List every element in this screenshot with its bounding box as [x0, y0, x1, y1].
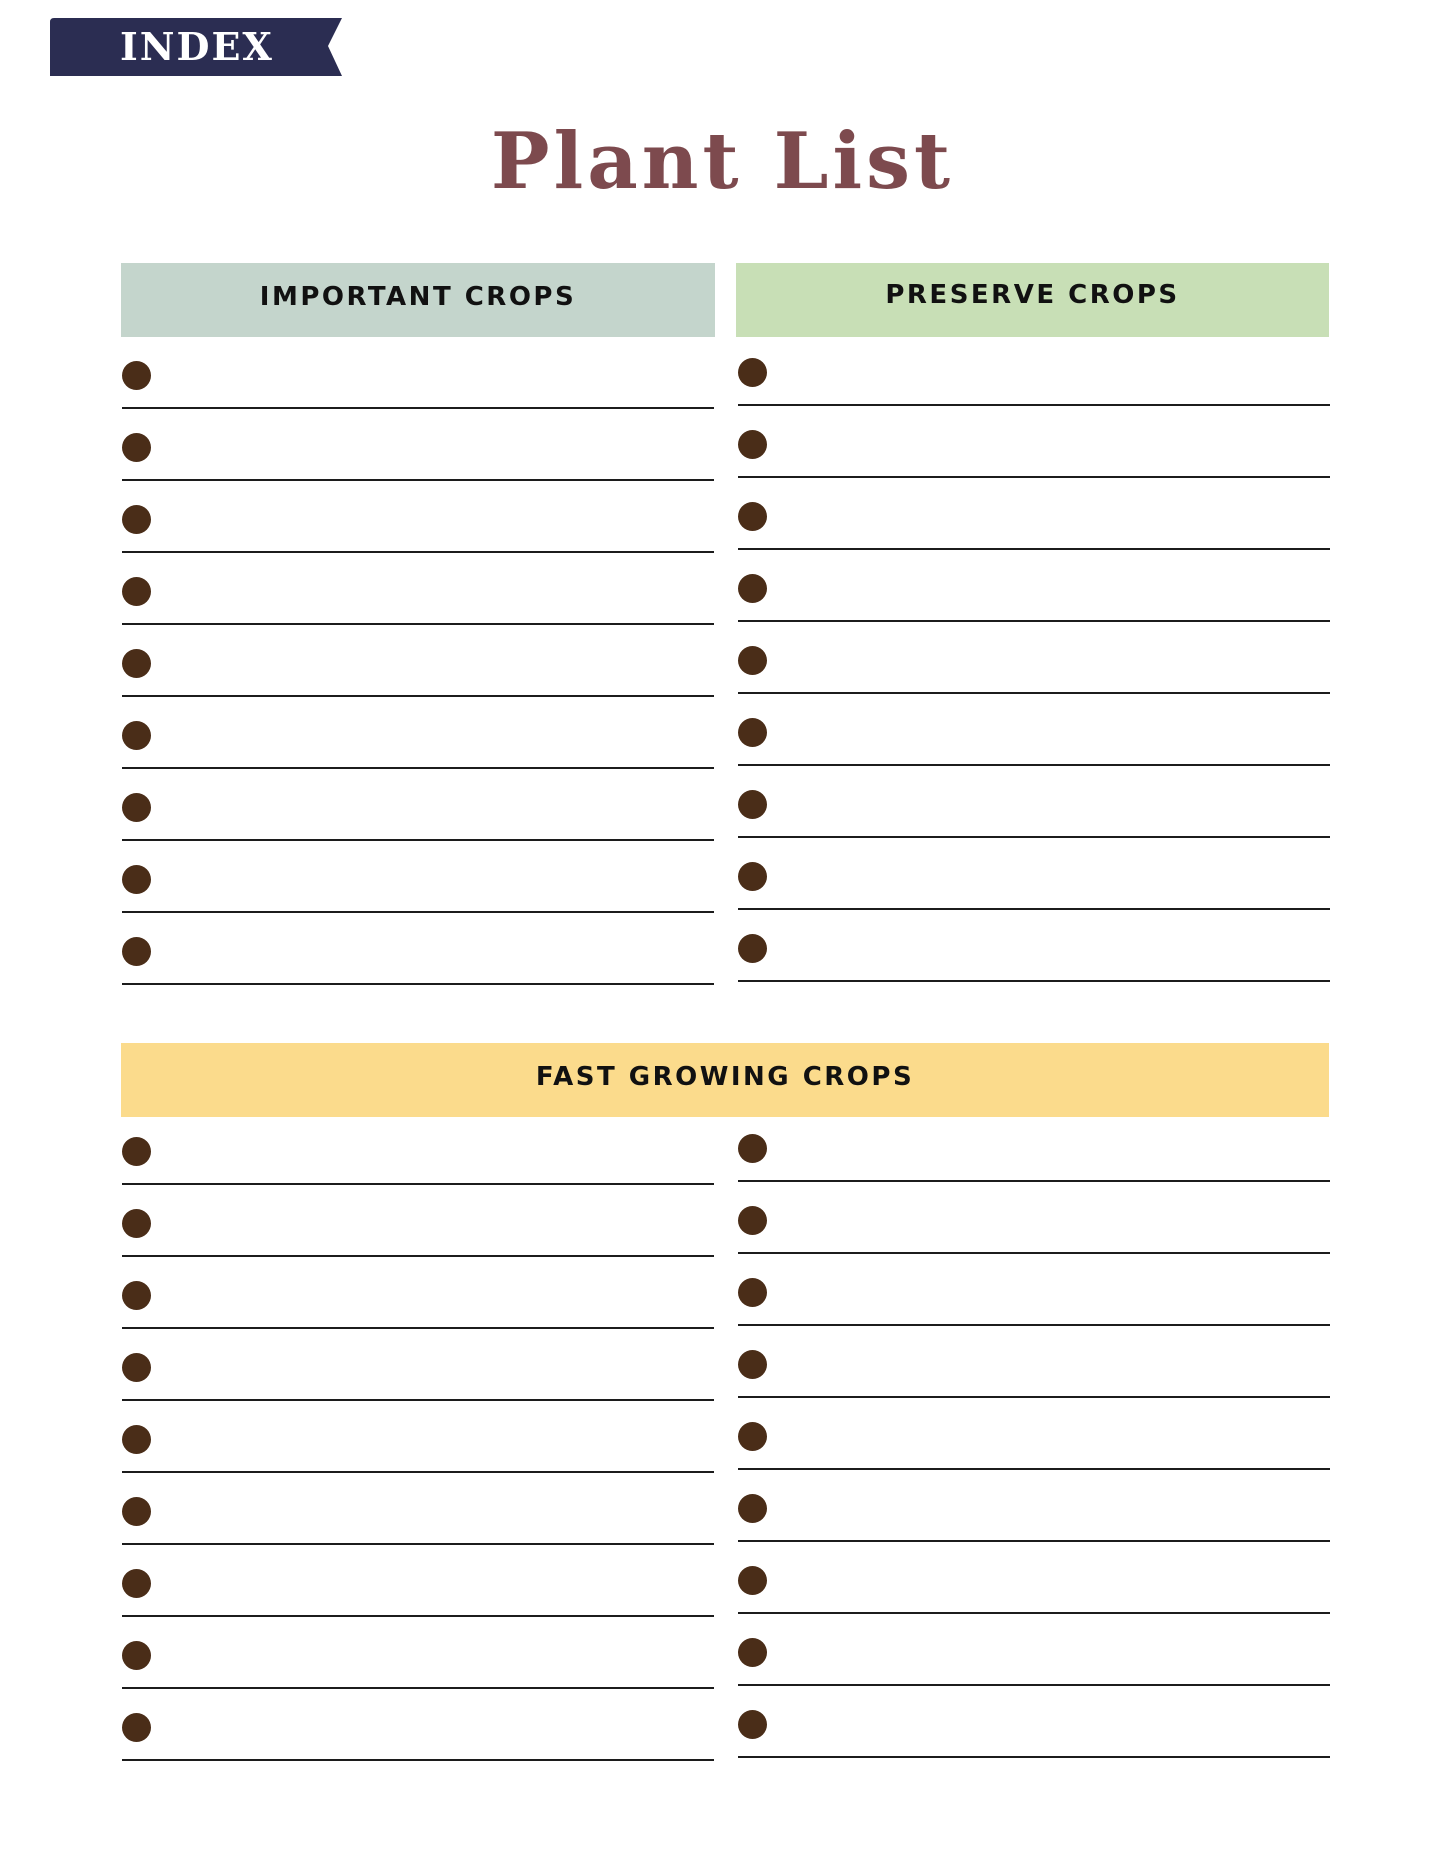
- section-header-fast-growing-crops: [121, 1043, 1329, 1117]
- important-crops-row[interactable]: [122, 697, 714, 769]
- bullet-icon: [738, 862, 767, 891]
- fast-growing-crops-row[interactable]: [738, 1686, 1330, 1758]
- important-crops-row[interactable]: [122, 553, 714, 625]
- preserve-crops-row[interactable]: [738, 550, 1330, 622]
- preserve-crops-row[interactable]: [738, 766, 1330, 838]
- bullet-icon: [738, 1350, 767, 1379]
- important-crops-row[interactable]: [122, 481, 714, 553]
- bullet-icon: [122, 433, 151, 462]
- fast-growing-crops-row[interactable]: [738, 1326, 1330, 1398]
- fast-growing-crops-row[interactable]: [122, 1257, 714, 1329]
- bullet-icon: [738, 646, 767, 675]
- important-crops-list: [122, 337, 714, 985]
- important-crops-row[interactable]: [122, 337, 714, 409]
- bullet-icon: [122, 649, 151, 678]
- section-title-important-crops: IMPORTANT CROPS: [259, 282, 577, 312]
- bullet-icon: [738, 1422, 767, 1451]
- fast-growing-crops-row[interactable]: [738, 1542, 1330, 1614]
- important-crops-row[interactable]: [122, 913, 714, 985]
- bullet-icon: [738, 1206, 767, 1235]
- fast-growing-crops-row[interactable]: [122, 1545, 714, 1617]
- bullet-icon: [122, 1713, 151, 1742]
- fast-growing-crops-row[interactable]: [122, 1689, 714, 1761]
- bullet-icon: [122, 1425, 151, 1454]
- fast-growing-crops-row[interactable]: [122, 1329, 714, 1401]
- bullet-icon: [738, 1134, 767, 1163]
- bullet-icon: [122, 361, 151, 390]
- bullet-icon: [738, 718, 767, 747]
- bullet-icon: [122, 1353, 151, 1382]
- fast-growing-crops-row[interactable]: [122, 1113, 714, 1185]
- preserve-crops-list: [738, 334, 1330, 982]
- important-crops-row[interactable]: [122, 769, 714, 841]
- fast-growing-crops-row[interactable]: [122, 1185, 714, 1257]
- bullet-icon: [738, 1494, 767, 1523]
- fast-growing-crops-list-left: [122, 1113, 714, 1761]
- fast-growing-crops-row[interactable]: [122, 1617, 714, 1689]
- bullet-icon: [122, 577, 151, 606]
- fast-growing-crops-row[interactable]: [738, 1398, 1330, 1470]
- section-title-fast-growing-crops: FAST GROWING CROPS: [535, 1062, 915, 1092]
- preserve-crops-row[interactable]: [738, 622, 1330, 694]
- bullet-icon: [122, 1281, 151, 1310]
- bullet-icon: [738, 1710, 767, 1739]
- bullet-icon: [122, 865, 151, 894]
- preserve-crops-row[interactable]: [738, 406, 1330, 478]
- fast-growing-crops-row[interactable]: [738, 1254, 1330, 1326]
- bullet-icon: [122, 1641, 151, 1670]
- section-title-preserve-crops: PRESERVE CROPS: [885, 280, 1180, 310]
- fast-growing-crops-list-right: [738, 1110, 1330, 1758]
- bullet-icon: [738, 502, 767, 531]
- bullet-icon: [122, 937, 151, 966]
- preserve-crops-row[interactable]: [738, 694, 1330, 766]
- section-header-preserve-crops: [736, 263, 1329, 337]
- fast-growing-crops-row[interactable]: [738, 1470, 1330, 1542]
- bullet-icon: [738, 1638, 767, 1667]
- fast-growing-crops-row[interactable]: [122, 1401, 714, 1473]
- important-crops-row[interactable]: [122, 625, 714, 697]
- fast-growing-crops-row[interactable]: [122, 1473, 714, 1545]
- bullet-icon: [738, 1278, 767, 1307]
- important-crops-row[interactable]: [122, 409, 714, 481]
- bullet-icon: [738, 790, 767, 819]
- preserve-crops-row[interactable]: [738, 838, 1330, 910]
- page-title: Plant List: [490, 116, 955, 207]
- fast-growing-crops-row[interactable]: [738, 1182, 1330, 1254]
- fast-growing-crops-row[interactable]: [738, 1110, 1330, 1182]
- bullet-icon: [738, 934, 767, 963]
- preserve-crops-row[interactable]: [738, 334, 1330, 406]
- bullet-icon: [738, 358, 767, 387]
- important-crops-row[interactable]: [122, 841, 714, 913]
- bullet-icon: [122, 793, 151, 822]
- bullet-icon: [122, 1497, 151, 1526]
- bullet-icon: [738, 574, 767, 603]
- bullet-icon: [738, 430, 767, 459]
- bullet-icon: [122, 721, 151, 750]
- section-header-important-crops: [121, 263, 715, 337]
- bullet-icon: [738, 1566, 767, 1595]
- preserve-crops-row[interactable]: [738, 910, 1330, 982]
- index-label: INDEX: [120, 24, 274, 69]
- fast-growing-crops-row[interactable]: [738, 1614, 1330, 1686]
- bullet-icon: [122, 505, 151, 534]
- bullet-icon: [122, 1137, 151, 1166]
- bullet-icon: [122, 1569, 151, 1598]
- index-tab[interactable]: [50, 18, 344, 76]
- bullet-icon: [122, 1209, 151, 1238]
- preserve-crops-row[interactable]: [738, 478, 1330, 550]
